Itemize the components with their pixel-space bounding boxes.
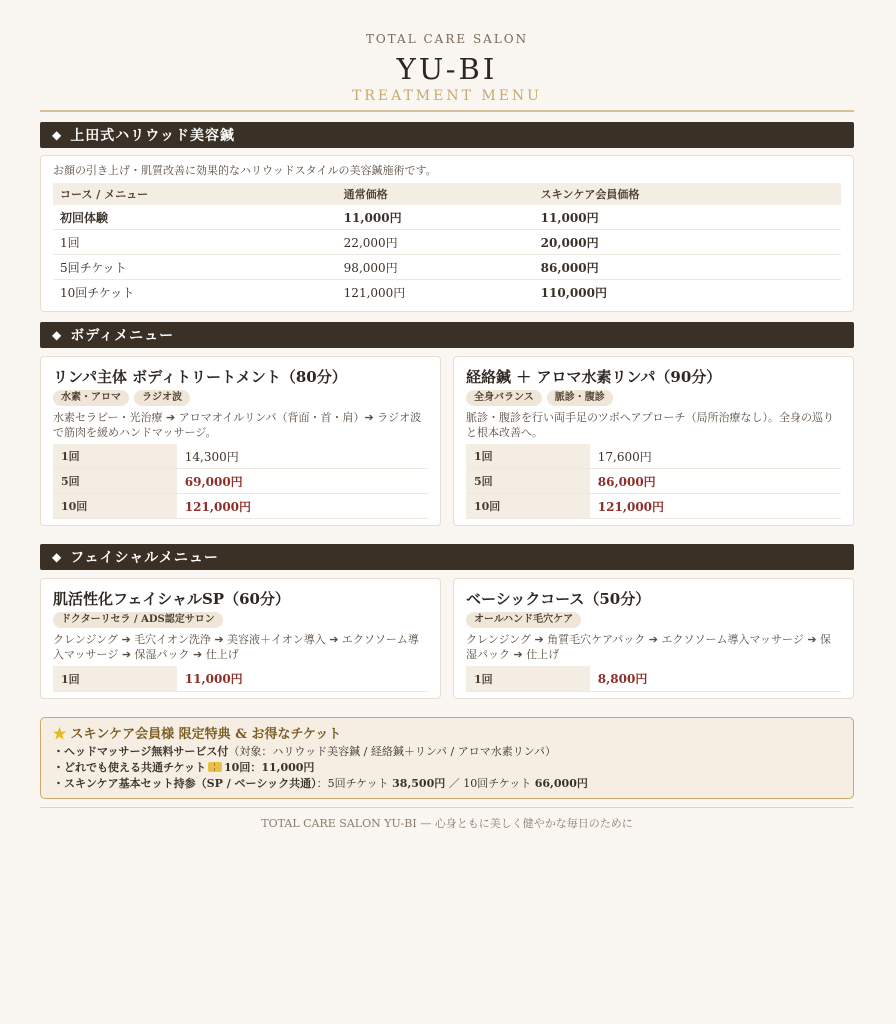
facial-card-basic — [453, 578, 854, 699]
header-divider — [40, 110, 854, 112]
price-table — [53, 444, 428, 520]
price-value: 121,000円 — [590, 494, 841, 519]
table-row — [53, 444, 428, 469]
diamond-icon: ◆ — [52, 127, 63, 142]
benefit-item-bold: 10回：11,000円 — [224, 760, 315, 774]
body-card-lymph — [40, 356, 441, 527]
price-label: 10回 — [53, 494, 177, 519]
course-name: 10回チケット — [60, 286, 135, 301]
facial-cards — [40, 578, 854, 699]
price-label: 1回 — [466, 444, 590, 469]
ticket-icon — [208, 762, 222, 772]
price-label: 5回 — [466, 469, 590, 494]
tag: ラジオ波 — [134, 390, 190, 406]
regular-price: 11,000円 — [337, 205, 534, 230]
facial-card-sp — [40, 578, 441, 699]
section-title: ボディメニュー — [70, 327, 175, 344]
table-row — [53, 494, 428, 519]
member-price: 110,000円 — [540, 286, 607, 301]
price-value: 86,000円 — [590, 469, 841, 494]
tag-list — [466, 390, 841, 406]
body-cards — [40, 356, 854, 527]
table-row — [53, 666, 428, 691]
section-bar-body — [40, 322, 854, 348]
benefits-title — [53, 726, 841, 744]
column-header: 通常価格 — [337, 183, 534, 205]
member-price: 11,000円 — [534, 205, 841, 230]
price-value: 8,800円 — [590, 666, 841, 691]
table-row — [466, 469, 841, 494]
tag: 全身バランス — [466, 390, 542, 406]
price-label: 1回 — [53, 666, 177, 691]
regular-price: 98,000円 — [337, 255, 534, 280]
tag-list — [466, 612, 841, 628]
footer-divider — [40, 807, 854, 808]
card-title: ベーシックコース（50分） — [466, 590, 651, 609]
card-description: 水素セラピー・光治療 ➔ アロマオイルリンパ（背面・首・肩）➔ ラジオ波で筋肉を緩めハンドマッサージ。 — [53, 410, 422, 439]
diamond-icon: ◆ — [52, 327, 63, 342]
menu-title: TREATMENT MENU — [352, 87, 542, 104]
table-row — [53, 230, 841, 255]
table-row — [53, 280, 841, 305]
section-title: フェイシャルメニュー — [70, 550, 219, 567]
regular-price: 22,000円 — [337, 230, 534, 255]
header-subtitle: TOTAL CARE SALON — [365, 32, 529, 46]
section-intro: お顔の引き上げ・肌質改善に効果的なハリウッドスタイルの美容鍼施術です。 — [53, 163, 437, 177]
benefit-item-text: ：5回チケット — [316, 776, 393, 790]
table-header-row — [53, 183, 841, 205]
price-value: 14,300円 — [177, 444, 428, 469]
tag-list — [53, 612, 428, 628]
header — [40, 0, 854, 104]
price-table — [466, 666, 841, 692]
star-icon: ★ — [53, 726, 67, 742]
card-description: クレンジング ➔ 毛穴イオン洗浄 ➔ 美容液＋イオン導入 ➔ エクソソーム導入マッサージ ➔ 保湿パック ➔ 仕上げ — [53, 633, 419, 662]
price-value: 121,000円 — [177, 494, 428, 519]
table-row — [53, 205, 841, 230]
benefit-item-bold: ・どれでも使える共通チケット — [53, 760, 207, 774]
course-name: 1回 — [53, 230, 337, 255]
course-name: 5回チケット — [53, 255, 337, 280]
benefit-item — [53, 776, 841, 792]
price-value: 69,000円 — [177, 469, 428, 494]
benefit-item-bold: ・ヘッドマッサージ無料サービス付 — [53, 744, 229, 758]
benefit-item-text: （対象：ハリウッド美容鍼 / 経絡鍼＋リンパ / アロマ水素リンパ） — [228, 744, 556, 758]
section-bar-hollywood — [40, 122, 854, 148]
price-label: 1回 — [53, 444, 177, 469]
benefit-item-bold: ・スキンケア基本セット持参（SP / ベーシック共通） — [53, 776, 317, 790]
table-row — [53, 469, 428, 494]
price-table — [53, 666, 428, 692]
card-title: リンパ主体 ボディトリートメント（80分） — [53, 367, 347, 386]
column-header: コース / メニュー — [53, 183, 337, 205]
price-table — [466, 444, 841, 520]
section-bar-facial — [40, 544, 854, 570]
regular-price: 121,000円 — [343, 286, 406, 301]
member-price: 20,000円 — [534, 230, 841, 255]
price-value: 17,600円 — [590, 444, 841, 469]
section-title: 上田式ハリウッド美容鍼 — [70, 127, 235, 144]
price-label: 1回 — [466, 666, 590, 691]
tag: 脈診・腹診 — [547, 390, 613, 406]
column-header: スキンケア会員価格 — [534, 183, 841, 205]
tag-list — [53, 390, 428, 406]
table-row — [466, 666, 841, 691]
benefit-item-text: ／ 10回チケット — [445, 776, 535, 790]
price-label: 5回 — [53, 469, 177, 494]
hollywood-price-table — [53, 183, 841, 305]
tag: 水素・アロマ — [53, 390, 129, 406]
benefit-item-bold: 38,500円 — [392, 776, 446, 790]
hollywood-card — [40, 155, 854, 312]
table-row — [53, 255, 841, 280]
benefits-title-text: スキンケア会員様 限定特典 & お得なチケット — [70, 726, 342, 742]
table-row — [466, 444, 841, 469]
card-title: 経絡鍼 ＋ アロマ水素リンパ（90分） — [466, 367, 722, 386]
body-card-meridian — [453, 356, 854, 527]
benefit-item — [53, 744, 841, 760]
member-benefits-box — [40, 717, 854, 799]
benefit-item-bold: 66,000円 — [534, 776, 588, 790]
table-row — [466, 494, 841, 519]
tag: オールハンド毛穴ケア — [466, 612, 581, 628]
member-price: 86,000円 — [534, 255, 841, 280]
card-title: 肌活性化フェイシャルSP（60分） — [53, 590, 290, 609]
course-name: 初回体験 — [53, 205, 337, 230]
price-value: 11,000円 — [177, 666, 428, 691]
price-label: 10回 — [466, 494, 590, 519]
salon-logo: YU-BI — [396, 52, 498, 86]
tag: ドクターリセラ / ADS認定サロン — [53, 612, 223, 628]
card-description: クレンジング ➔ 角質毛穴ケアパック ➔ エクソソーム導入マッサージ ➔ 保湿パック ➔ 仕上げ — [466, 633, 832, 662]
benefit-item — [53, 760, 841, 776]
card-description: 脈診・腹診を行い両手足のツボへアプローチ（局所治療なし）。全身の巡りと根本改善へ。 — [466, 410, 834, 439]
footer-text: TOTAL CARE SALON YU-BI — 心身ともに美しく健やかな毎日のために — [261, 816, 633, 830]
diamond-icon: ◆ — [52, 550, 63, 565]
